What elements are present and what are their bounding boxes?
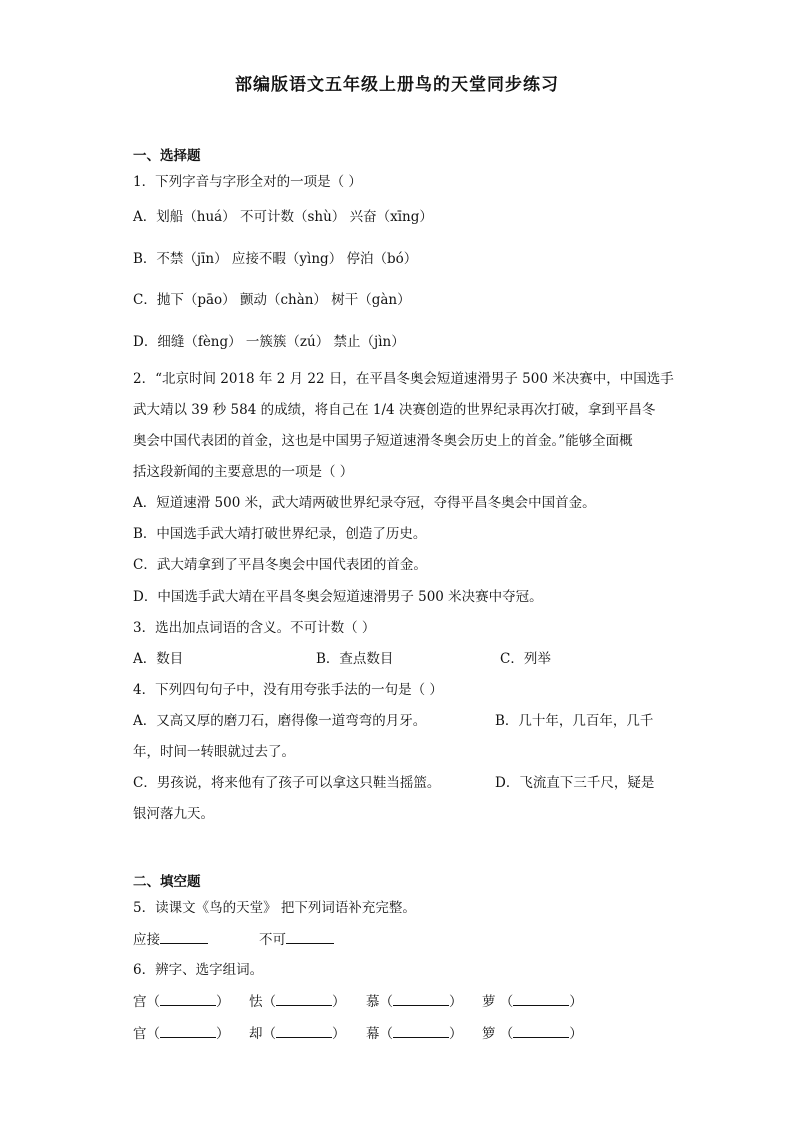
question-2-line-1: 2．“北京时间 2018 年 2 月 22 日，在平昌冬奥会短道速滑男子 500 米决赛中，中国选手: [133, 371, 674, 387]
question-6-item: 宫（ ）: [133, 991, 230, 1012]
question-4-option-c: C．男孩说，将来他有了孩子可以拿这只鞋当摇篮。: [133, 775, 441, 791]
answer-blank[interactable]: [276, 991, 332, 1006]
question-3-option-a: A．数目: [133, 651, 184, 667]
question-5-item-2: 不可: [259, 929, 334, 950]
question-5-stem: 5．读课文《鸟的天堂》 把下列词语补充完整。: [133, 900, 416, 916]
question-6-stem: 6．辨字、选字组词。: [133, 962, 264, 978]
question-6-item: 箩 （ ）: [482, 1023, 583, 1044]
question-1-stem: 1．下列字音与字形全对的一项是（ ）: [133, 174, 362, 190]
answer-blank[interactable]: [276, 1023, 332, 1038]
question-6-item: 官（ ）: [133, 1023, 230, 1044]
question-2-option-c: C．武大靖拿到了平昌冬奥会中国代表团的首金。: [133, 557, 427, 573]
question-3-option-b: B．查点数目: [316, 651, 394, 667]
question-6-item: 怯（ ）: [249, 991, 346, 1012]
question-2-option-b: B．中国选手武大靖打破世界纪录，创造了历史。: [133, 526, 427, 542]
answer-blank[interactable]: [393, 991, 449, 1006]
question-6-item: 萝 （ ）: [482, 991, 583, 1012]
question-3-stem: 3．选出加点词语的含义。不可计数（ ）: [133, 620, 376, 636]
answer-blank[interactable]: [513, 991, 569, 1006]
question-4-option-a: A．又高又厚的磨刀石，磨得像一道弯弯的月牙。: [133, 713, 427, 729]
question-1-option-b: B．不禁（jīn） 应接不暇（yìng） 停泊（bó）: [133, 251, 418, 267]
question-2-line-4: 括这段新闻的主要意思的一项是（ ）: [133, 464, 354, 480]
answer-blank[interactable]: [160, 1023, 216, 1038]
question-5-item-1: 应接: [133, 929, 208, 950]
answer-blank[interactable]: [286, 929, 334, 944]
question-4-option-b: B．几十年，几百年，几千: [495, 713, 654, 729]
question-2-option-d: D．中国选手武大靖在平昌冬奥会短道速滑男子 500 米决赛中夺冠。: [133, 589, 543, 605]
question-4-option-d-continued: 银河落九天。: [133, 806, 214, 822]
answer-blank[interactable]: [513, 1023, 569, 1038]
section-heading-choice: 一、选择题: [133, 148, 201, 164]
question-1-option-a: A．划船（huá） 不可计数（shù） 兴奋（xīng）: [133, 209, 433, 225]
question-6-item: 慕（ ）: [366, 991, 463, 1012]
question-4-option-d: D．飞流直下三千尺，疑是: [495, 775, 655, 791]
question-3-option-c: C．列举: [500, 651, 551, 667]
question-4-stem: 4．下列四句句子中，没有用夸张手法的一句是（ ）: [133, 682, 443, 698]
page-title: 部编版语文五年级上册鸟的天堂同步练习: [235, 75, 559, 95]
question-2-line-3: 奥会中国代表团的首金，这也是中国男子短道速滑冬奥会历史上的首金。”能够全面概: [133, 433, 633, 449]
question-6-item: 幕（ ）: [366, 1023, 463, 1044]
question-2-option-a: A．短道速滑 500 米，武大靖两破世界纪录夺冠，夺得平昌冬奥会中国首金。: [133, 495, 596, 511]
question-1-option-d: D．细缝（fèng） 一簇簇（zú） 禁止（jìn）: [133, 334, 405, 350]
question-6-item: 却（ ）: [249, 1023, 346, 1044]
question-2-line-2: 武大靖以 39 秒 584 的成绩，将自己在 1/4 决赛创造的世界纪录再次打破，拿到平昌冬: [133, 402, 656, 418]
answer-blank[interactable]: [393, 1023, 449, 1038]
answer-blank[interactable]: [160, 929, 208, 944]
section-heading-fill: 二、填空题: [133, 874, 201, 890]
answer-blank[interactable]: [160, 991, 216, 1006]
question-4-option-b-continued: 年，时间一转眼就过去了。: [133, 744, 295, 760]
question-1-option-c: C．抛下（pāo） 颤动（chàn） 树干（gàn）: [133, 292, 411, 308]
